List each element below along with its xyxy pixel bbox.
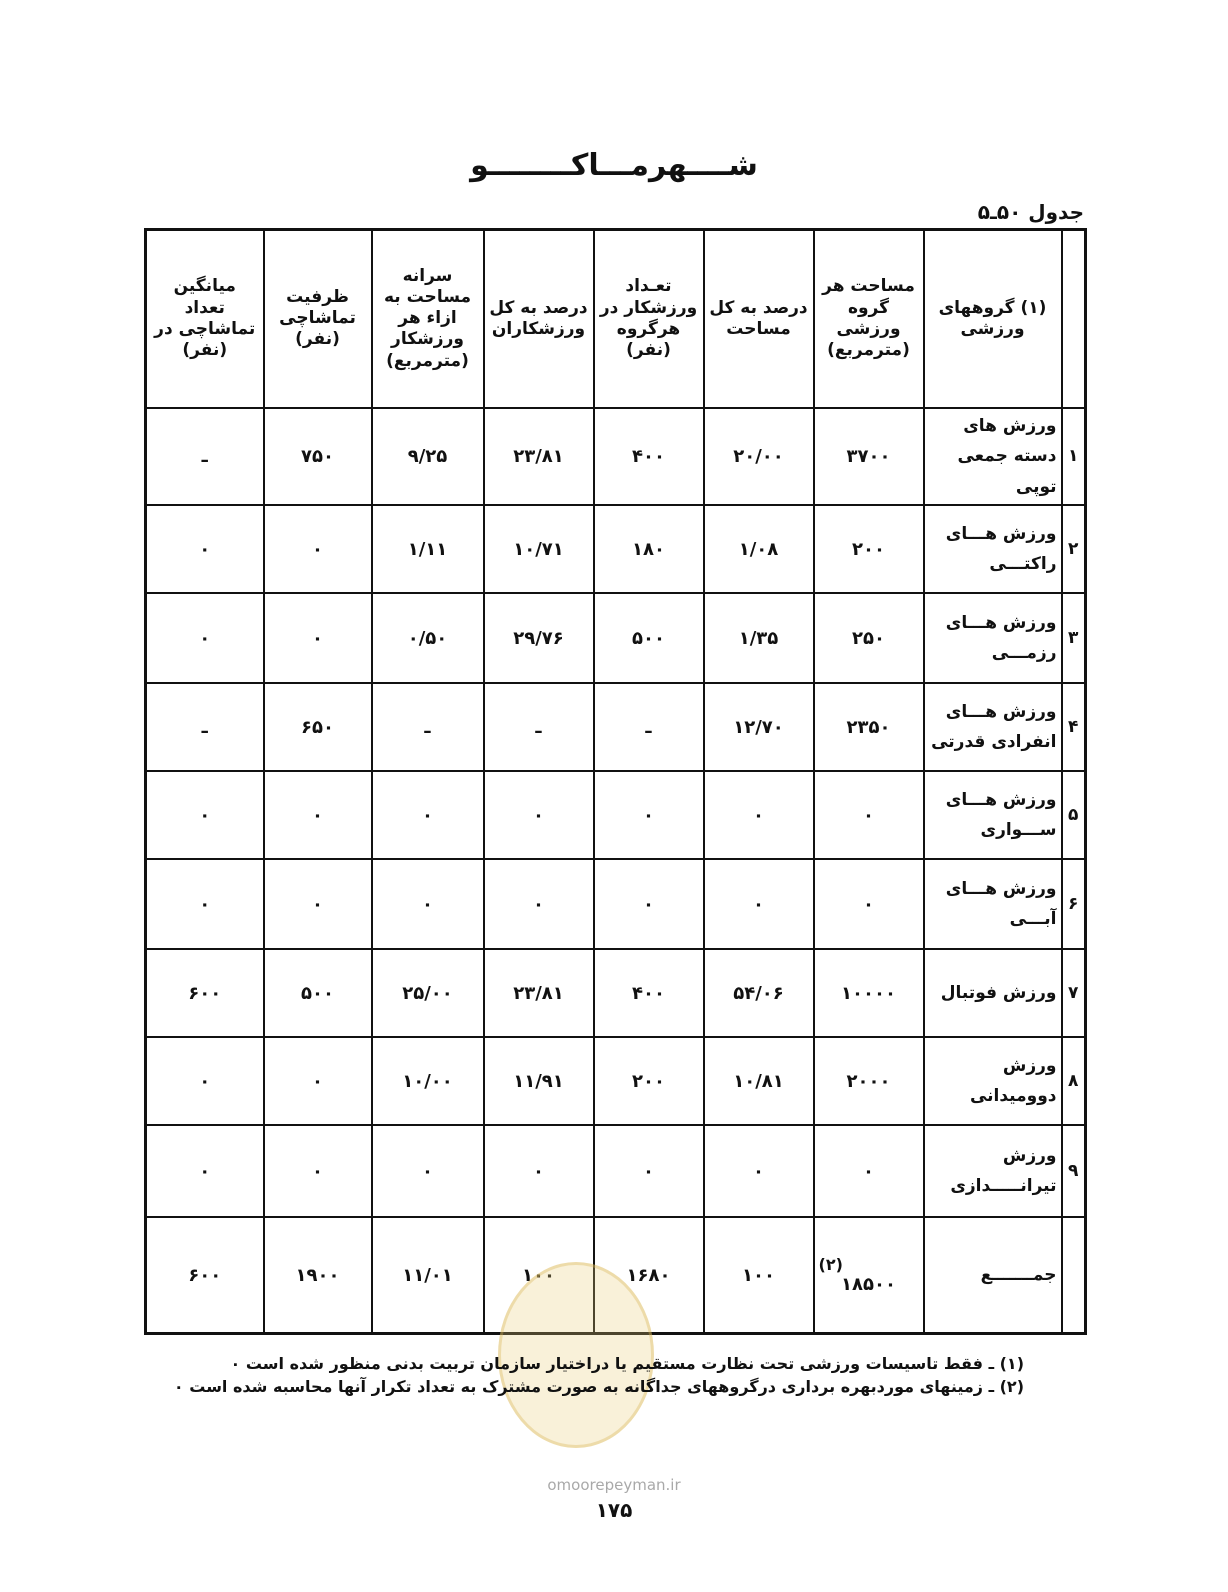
area-pct-value: ۲۰/۰۰ [704,408,814,506]
athletes-pct-value: ۰ [484,771,594,859]
athletes-value: ۴۰۰ [594,949,704,1037]
area-value: ۲۵۰ [814,593,924,683]
area-value: ۰ [814,771,924,859]
avg-spectators-value: ۰ [146,771,264,859]
capacity-value: ۰ [264,1037,372,1125]
area-pct-value: ۵۴/۰۶ [704,949,814,1037]
athletes-pct-value: ـ [484,683,594,771]
athletes-pct-value: ۱۱/۹۱ [484,1037,594,1125]
athletes-value: ۰ [594,771,704,859]
per-capita-value: ۲۵/۰۰ [372,949,484,1037]
row-number: ۴ [1062,683,1086,771]
total-row-number [1062,1217,1086,1333]
header-avg-spectators: میانگین تعداد تماشاچی در (نفر) [146,230,264,408]
table-row [146,949,1086,1037]
table-row [146,408,1086,506]
row-number: ۵ [1062,771,1086,859]
avg-spectators-value: ۰ [146,593,264,683]
header-capacity: ظرفیت تماشاچی (نفر) [264,230,372,408]
total-area-pct: ۱۰۰ [704,1217,814,1333]
athletes-pct-value: ۰ [484,859,594,949]
capacity-value: ۵۰۰ [264,949,372,1037]
athletes-value: ۰ [594,859,704,949]
table-row [146,859,1086,949]
row-number: ۳ [1062,593,1086,683]
per-capita-value: ۰ [372,1125,484,1217]
capacity-value: ۰ [264,1125,372,1217]
athletes-value: ۱۸۰ [594,505,704,593]
group-name: ورزش هـــای ســـواری [924,771,1062,859]
group-name: ورزش هـــای آبـــی [924,859,1062,949]
area-pct-value: ۱/۰۸ [704,505,814,593]
row-number: ۲ [1062,505,1086,593]
row-number: ۸ [1062,1037,1086,1125]
athletes-value: ـ [594,683,704,771]
table-row [146,593,1086,683]
per-capita-value: ۱۰/۰۰ [372,1037,484,1125]
group-name: ورزش دوومیدانی [924,1037,1062,1125]
athletes-value: ۲۰۰ [594,1037,704,1125]
group-name: ورزش هـــای رزمـــی [924,593,1062,683]
athletes-pct-value: ۰ [484,1125,594,1217]
athletes-pct-value: ۲۹/۷۶ [484,593,594,683]
area-value: ۲۰۰ [814,505,924,593]
area-pct-value: ۰ [704,859,814,949]
area-pct-value: ۱۰/۸۱ [704,1037,814,1125]
total-athletes: ۱۶۸۰ [594,1217,704,1333]
group-name: ورزش هـــای راکتـــی [924,505,1062,593]
table-row [146,683,1086,771]
capacity-value: ۶۵۰ [264,683,372,771]
area-value: ۰ [814,859,924,949]
table-row [146,1037,1086,1125]
footnote-2: (۲) ـ زمینهای موردبهره برداری درگروههای جداگانه به صورت مشترک به تعداد تکرار آنها محاسبه شده است ۰ [173,1377,1024,1397]
athletes-value: ۴۰۰ [594,408,704,506]
header-area-pct: درصد به کل مساحت [704,230,814,408]
per-capita-value: ۹/۲۵ [372,408,484,506]
total-avg-spectators: ۶۰۰ [146,1217,264,1333]
avg-spectators-value: ۰ [146,859,264,949]
capacity-value: ۰ [264,859,372,949]
per-capita-value: ۰ [372,771,484,859]
area-value: ۰ [814,1125,924,1217]
athletes-pct-value: ۱۰/۷۱ [484,505,594,593]
total-area-cell [814,1217,924,1333]
footnotes [164,1352,1024,1398]
header-row [146,230,1086,408]
area-value: ۲۳۵۰ [814,683,924,771]
page-number: ۱۷۵ [595,1498,633,1522]
group-name: ورزش تیرانـــــدازی [924,1125,1062,1217]
athletes-pct-value: ۲۳/۸۱ [484,408,594,506]
capacity-value: ۰ [264,771,372,859]
total-per-capita: ۱۱/۰۱ [372,1217,484,1333]
page-title: شــــهرمـــاکــــــــو [470,148,758,183]
area-value: ۱۰۰۰۰ [814,949,924,1037]
header-athletes-pct: درصد به کل ورزشکاران [484,230,594,408]
footnote-1: (۱) ـ فقط تاسیسات ورزشی تحت نظارت مستقیم یا دراختیار سازمان تربیت بدنی منظور شده است ۰ [230,1354,1024,1373]
group-name: ورزش فوتبال [924,949,1062,1037]
area-pct-value: ۰ [704,1125,814,1217]
header-row-number [1062,230,1086,408]
row-number: ۷ [1062,949,1086,1037]
avg-spectators-value: ۰ [146,1037,264,1125]
row-number: ۶ [1062,859,1086,949]
total-label: جمـــــــع [924,1217,1062,1333]
per-capita-value: ۱/۱۱ [372,505,484,593]
athletes-value: ۰ [594,1125,704,1217]
area-pct-value: ۱۲/۷۰ [704,683,814,771]
table-body [146,408,1086,1334]
data-table [144,228,1087,1335]
avg-spectators-value: ۶۰۰ [146,949,264,1037]
total-athletes-pct: ۱۰۰ [484,1217,594,1333]
group-name: ورزش های دسته جمعی توپی [924,408,1062,506]
total-area: ۱۸۵۰۰ [841,1274,896,1296]
table-label: جدول ۵۰ـ۵ [977,200,1084,224]
per-capita-value: ۰ [372,859,484,949]
avg-spectators-value: ۰ [146,1125,264,1217]
total-capacity: ۱۹۰۰ [264,1217,372,1333]
table-row [146,505,1086,593]
header-group: (۱) گروههای ورزشی [924,230,1062,408]
footnote-ref-2: (۲) [818,1255,843,1275]
watermark-url: omoorepeyman.ir [547,1476,681,1494]
area-value: ۲۰۰۰ [814,1037,924,1125]
header-athletes: تعـداد ورزشکار در هرگروه (نفر) [594,230,704,408]
area-value: ۳۷۰۰ [814,408,924,506]
header-area: مساحت هر گروه ورزشی (مترمربع) [814,230,924,408]
per-capita-value: ـ [372,683,484,771]
capacity-value: ۰ [264,593,372,683]
row-number: ۹ [1062,1125,1086,1217]
row-number: ۱ [1062,408,1086,506]
athletes-pct-value: ۲۳/۸۱ [484,949,594,1037]
group-name: ورزش هـــای انفرادی قدرتی [924,683,1062,771]
avg-spectators-value: ۰ [146,505,264,593]
area-pct-value: ۱/۳۵ [704,593,814,683]
per-capita-value: ۰/۵۰ [372,593,484,683]
avg-spectators-value: ـ [146,683,264,771]
avg-spectators-value: ـ [146,408,264,506]
athletes-value: ۵۰۰ [594,593,704,683]
header-per-capita: سرانه مساحت به ازاء هر ورزشکار (مترمربع) [372,230,484,408]
table-row [146,771,1086,859]
data-table-container [144,228,1084,1326]
table-row [146,1125,1086,1217]
area-pct-value: ۰ [704,771,814,859]
capacity-value: ۷۵۰ [264,408,372,506]
capacity-value: ۰ [264,505,372,593]
